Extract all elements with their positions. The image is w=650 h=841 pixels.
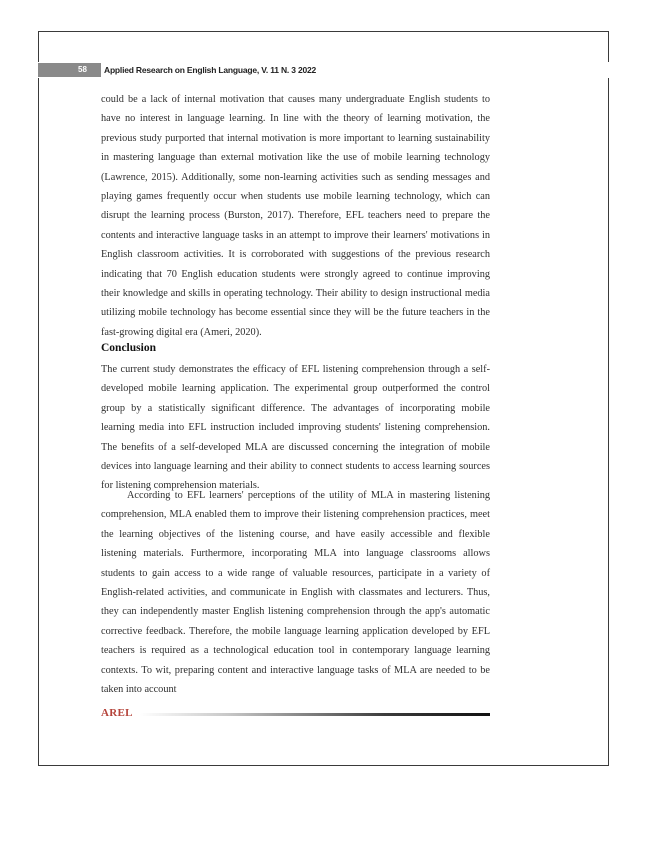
journal-title: Applied Research on English Language, V. 11 N. 3 2022 <box>104 65 317 75</box>
page-number: 58 <box>78 65 87 74</box>
header-page-tab <box>38 63 101 77</box>
running-header <box>38 62 609 78</box>
body-paragraph-1: could be a lack of internal motivation that causes many undergraduate English students to have no interest in language learning. In line with the theory of learning motivation, the previous study purported that internal motivation is more important to learning sustainability in mastering language than external motivation like the use of mobile learning technology (Lawrence, 2015). Additionally, some non-learning activities such as sending messages and playing games frequently occur when students use mobile learning technology, which can disrupt the learning process (Burston, 2017). Therefore, EFL teachers need to prepare the contents and interactive language tasks in an attempt to improve their learners' motivations in English classroom activities. It is corroborated with suggestions of the previous research indicating that 70 English education students were strongly agreed to continue improving their knowledge and skills in operating technology. Their ability to design instructional media utilizing mobile technology has become essential since they will be the future teachers in the fast-growing digital era (Ameri, 2020). <box>101 94 490 338</box>
body-paragraph-2: The current study demonstrates the efficacy of EFL listening comprehension through a self-developed mobile learning application. The experimental group outperformed the control group by a statistically significant difference. The advantages of incorporating mobile learning media into EFL instruction included improving students' listening comprehension. The benefits of a self-developed MLA are discussed concerning the integration of mobile devices into language learning and their ability to connect students to access learning sources for listening comprehension materials. <box>101 364 490 492</box>
arel-logo: AREL <box>101 707 133 719</box>
section-heading: Conclusion <box>101 342 156 354</box>
body-paragraph-3: According to EFL learners' perceptions of the utility of MLA in mastering listening comprehension, MLA enabled them to improve their listening comprehension practices, meet the learning objectives of the listening course, and have easily accessible and flexible listening materials. Furthermore, incorporating MLA into language classrooms allows students to gain access to a wide range of valuable resources, participate in a variety of English-related activities, and communicate in English with classmates and lecturers. Thus, they can independently master English listening comprehension through the app's automatic corrective feedback. Therefore, the mobile language learning application developed by EFL teachers is required as a technological education tool in contemporary language learning contexts. To wit, preparing content and interactive language tasks of MLA are needed to be taken into account <box>101 490 490 696</box>
footer-rule <box>140 713 490 716</box>
